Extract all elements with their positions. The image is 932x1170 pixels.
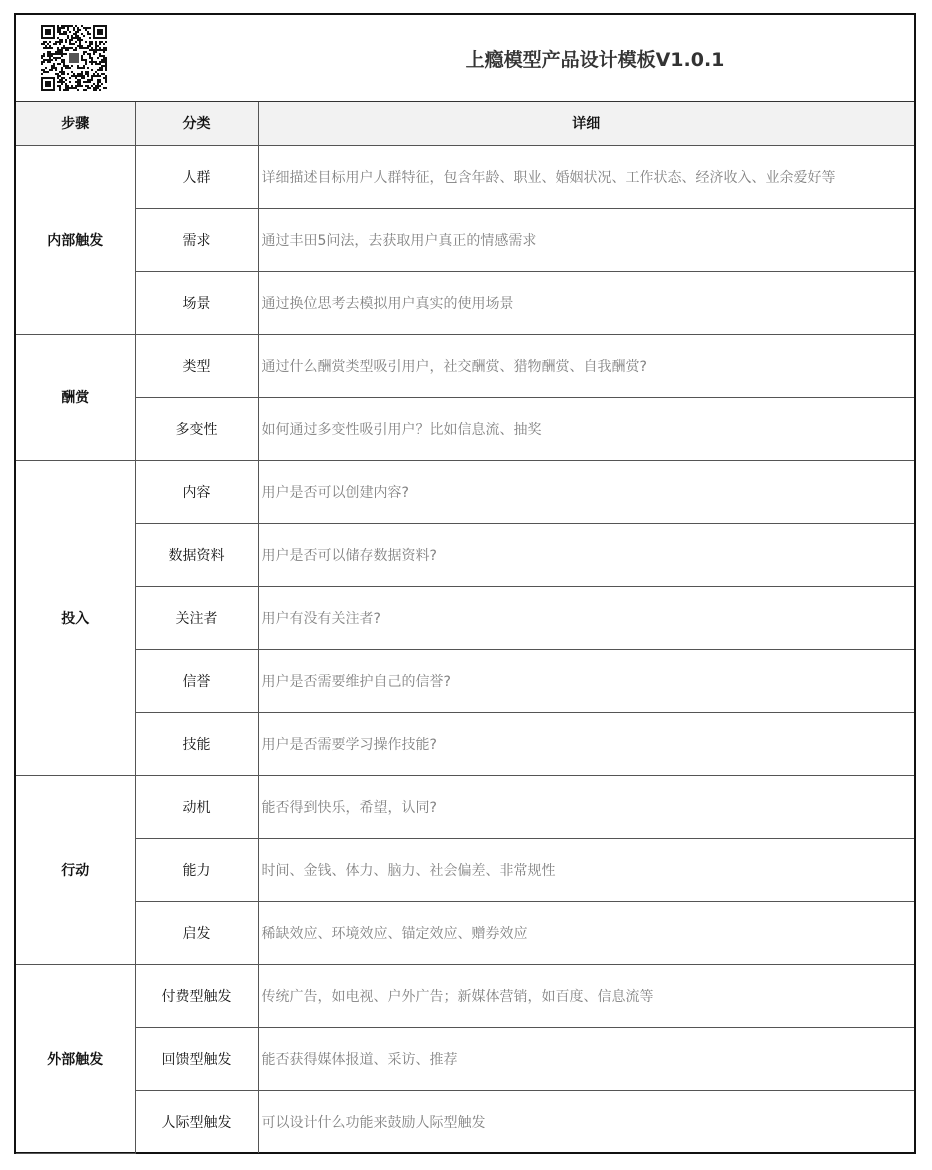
qr-code-icon	[41, 25, 107, 91]
category-cell: 类型	[135, 334, 258, 397]
category-cell: 场景	[135, 271, 258, 334]
detail-cell: 用户有没有关注者?	[258, 586, 914, 649]
step-cell: 行动	[16, 775, 135, 964]
category-cell: 启发	[135, 901, 258, 964]
detail-cell: 如何通过多变性吸引用户？比如信息流、抽奖	[258, 397, 914, 460]
title-row	[16, 15, 914, 102]
table-row	[16, 901, 914, 964]
category-cell: 技能	[135, 712, 258, 775]
detail-cell: 传统广告，如电视、户外广告；新媒体营销，如百度、信息流等	[258, 964, 914, 1027]
category-cell: 数据资料	[135, 523, 258, 586]
table-body	[16, 145, 914, 1153]
detail-cell: 通过丰田5问法，去获取用户真正的情感需求	[258, 208, 914, 271]
category-cell: 内容	[135, 460, 258, 523]
table-row	[16, 334, 914, 397]
table-row	[16, 775, 914, 838]
detail-cell: 能否得到快乐，希望，认同?	[258, 775, 914, 838]
table-row	[16, 1027, 914, 1090]
detail-cell: 详细描述目标用户人群特征，包含年龄、职业、婚姻状况、工作状态、经济收入、业余爱好等	[258, 145, 914, 208]
table-row	[16, 838, 914, 901]
detail-cell: 用户是否可以储存数据资料?	[258, 523, 914, 586]
step-cell: 投入	[16, 460, 135, 775]
category-cell: 动机	[135, 775, 258, 838]
detail-cell: 用户是否可以创建内容?	[258, 460, 914, 523]
header-category: 分类	[135, 102, 258, 145]
detail-cell: 通过什么酬赏类型吸引用户，社交酬赏、猎物酬赏、自我酬赏?	[258, 334, 914, 397]
detail-cell: 时间、金钱、体力、脑力、社会偏差、非常规性	[258, 838, 914, 901]
detail-cell: 通过换位思考去模拟用户真实的使用场景	[258, 271, 914, 334]
header-detail: 详细	[258, 102, 914, 145]
table-row	[16, 523, 914, 586]
table-row	[16, 460, 914, 523]
category-cell: 能力	[135, 838, 258, 901]
detail-cell: 能否获得媒体报道、采访、推荐	[258, 1027, 914, 1090]
page-title: 上瘾模型产品设计模板V1.0.1	[465, 49, 725, 71]
table-row	[16, 964, 914, 1027]
category-cell: 人际型触发	[135, 1090, 258, 1153]
detail-cell: 用户是否需要学习操作技能?	[258, 712, 914, 775]
category-cell: 人群	[135, 145, 258, 208]
category-cell: 多变性	[135, 397, 258, 460]
header-step: 步骤	[16, 102, 135, 145]
category-cell: 回馈型触发	[135, 1027, 258, 1090]
category-cell: 信誉	[135, 649, 258, 712]
step-cell: 外部触发	[16, 964, 135, 1153]
step-cell: 酬赏	[16, 334, 135, 460]
detail-cell: 稀缺效应、环境效应、锚定效应、赠券效应	[258, 901, 914, 964]
hook-model-table	[16, 102, 914, 1154]
category-cell: 需求	[135, 208, 258, 271]
table-row	[16, 145, 914, 208]
template-frame	[14, 13, 916, 1154]
category-cell: 付费型触发	[135, 964, 258, 1027]
table-row	[16, 586, 914, 649]
table-row	[16, 208, 914, 271]
step-cell: 内部触发	[16, 145, 135, 334]
header-row	[16, 102, 914, 145]
category-cell: 关注者	[135, 586, 258, 649]
table-row	[16, 397, 914, 460]
table-row	[16, 649, 914, 712]
detail-cell: 用户是否需要维护自己的信誉?	[258, 649, 914, 712]
table-row	[16, 712, 914, 775]
table-row	[16, 271, 914, 334]
table-row	[16, 1090, 914, 1153]
detail-cell: 可以设计什么功能来鼓励人际型触发	[258, 1090, 914, 1153]
